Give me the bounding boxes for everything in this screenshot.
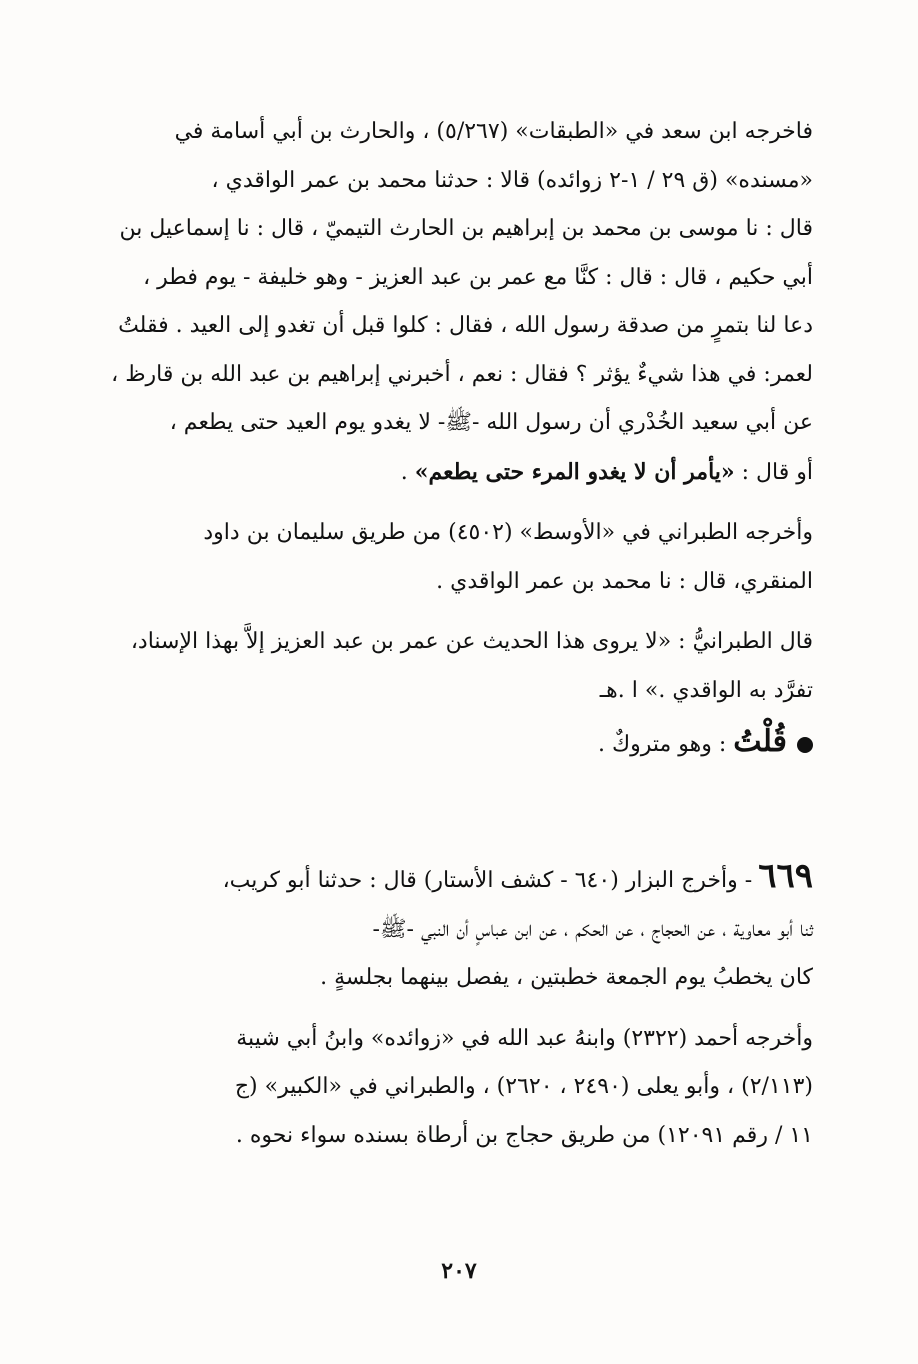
- paragraph-tabarani-quote: [108, 618, 813, 715]
- text-line: ١١ / رقم ١٢٠٩١) من طريق حجاج بن أرطاة بسنده سواء نحوه .: [235, 1122, 813, 1148]
- text-line: .: [400, 459, 415, 485]
- text-line: - وأخرج البزار (٦٤٠ - كشف الأستار) قال : حدثنا أبو كريب،: [222, 868, 753, 893]
- text-line: المنقري، قال : نا محمد بن عمر الواقدي .: [436, 568, 813, 594]
- text-line: ثنا أبو معاوية ، عن الحجاج ، عن الحكم ، عن ابن عباسٍ أن النبي -ﷺ-: [372, 916, 813, 942]
- text-line: (٢/١١٣) ، وأبو يعلى (٢٤٩٠ ، ٢٦٢٠) ، والطبراني في «الكبير» (ج: [234, 1074, 813, 1099]
- text-line: قال : نا موسى بن محمد بن إبراهيم بن الحارث التيميّ ، قال : نا إسماعيل بن: [119, 216, 813, 241]
- hadith-number: ٦٦٩: [758, 856, 813, 896]
- text-line: وأخرجه أحمد (٢٣٢٢) وابنهُ عبد الله في «زوائده» وابنُ أبي شيبة: [236, 1025, 813, 1051]
- text-line: عن أبي سعيد الخُدْري أن رسول الله -ﷺ- لا يغدو يوم العيد حتى يطعم ،: [169, 410, 813, 435]
- text-line: فاخرجه ابن سعد في «الطبقات» (٥/٢٦٧) ، والحارث بن أبي أسامة في: [174, 119, 813, 144]
- paragraph-tabarani: [108, 509, 813, 606]
- text-line: دعا لنا بتمرٍ من صدقة رسول الله ، فقال : كلوا قبل أن تغدو إلى العيد . فقلتُ: [118, 313, 813, 338]
- text-line: وأخرجه الطبراني في «الأوسط» (٤٥٠٢) من طريق سليمان بن داود: [203, 520, 813, 545]
- page-body: [108, 108, 813, 1160]
- hadith-text: [108, 852, 813, 1003]
- bullet-icon: [797, 737, 813, 753]
- text-line: قال الطبرانيُّ : «لا يروى هذا الحديث عن عمر بن عبد العزيز إلاَّ بهذا الإسناد،: [130, 629, 813, 654]
- paragraph-ibn-saad: [108, 108, 813, 497]
- text-line: «مسنده» (ق ٢٩ / ١-٢ زوائده) قالا : حدثنا محمد بن عمر الواقدي ،: [211, 167, 813, 193]
- qult-note: [108, 715, 813, 772]
- text-line: كان يخطبُ يوم الجمعة خطبتين ، يفصل بينهما بجلسةٍ .: [320, 965, 813, 990]
- qult-word: قُلْتُ: [733, 724, 787, 759]
- text-line: لعمر: في هذا شيءٌ يؤثر ؟ فقال : نعم ، أخبرني إبراهيم بن عبد الله بن قارظ ،: [111, 361, 813, 387]
- text-line: تفرَّد به الواقدي .» ا .هـ: [599, 677, 813, 703]
- text-line: أو قال :: [734, 459, 813, 485]
- qult-text: : وهو متروكٌ .: [597, 732, 734, 757]
- page-number: ٢٠٧: [441, 1258, 477, 1284]
- hadith-entry: [108, 852, 813, 1160]
- paragraph-ahmad: [108, 1015, 813, 1161]
- hadith-quote: «يأمر أن لا يغدو المرء حتى يطعم»: [414, 458, 735, 485]
- text-line: أبي حكيم ، قال : قال : كنَّا مع عمر بن عبد العزيز - وهو خليفة - يوم فطر ،: [143, 264, 813, 290]
